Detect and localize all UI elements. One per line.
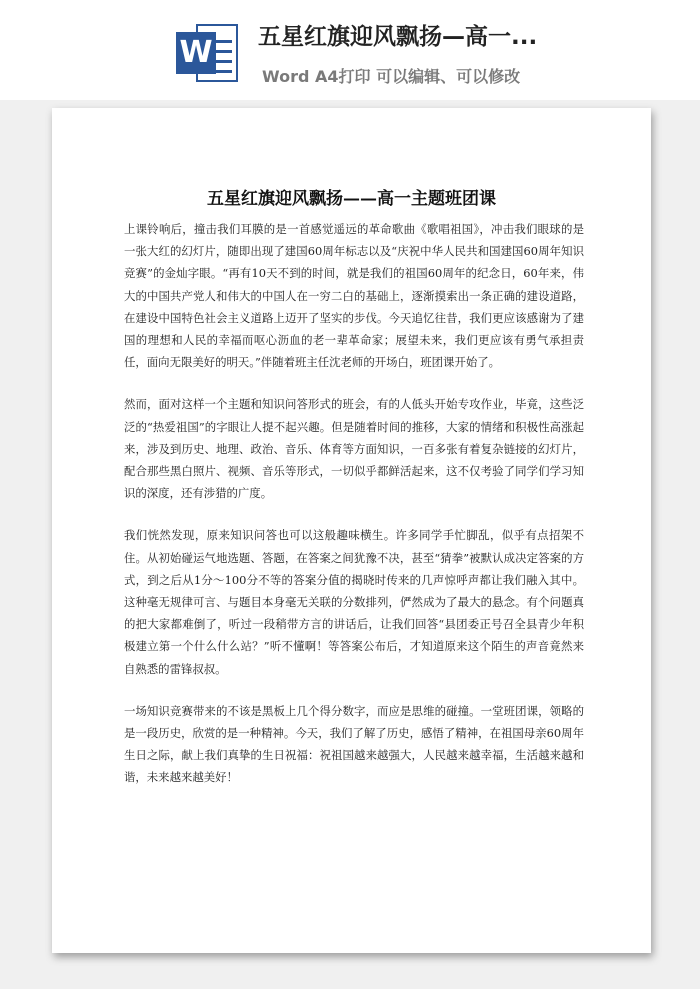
- word-icon: [174, 20, 240, 86]
- file-title: 五星红旗迎风飘扬—高一...: [258, 24, 538, 50]
- document-title: 五星红旗迎风飘扬——高一主题班团课: [207, 189, 496, 209]
- paragraph-3: 我们恍然发现，原来知识问答也可以这般趣味横生。许多同学手忙脚乱，似乎有点招架不住。从初始碰运气地选题、答题，在答案之间犹豫不决，甚至“猜拳”被默认成决定答案的方式，到之后从1分～100分不等的答案分值的揭晓时传来的几声惊呼声都让我们融入其中。这种毫无规律可言、与题目本身毫无关联的分数排列，俨然成为了最大的悬念。有个问题真的把大家都难倒了，听过一段稍带方言的讲话后，让我们回答“县团委正号召全县青少年积极建立第一个什么什么站？”听不懂啊！等答案公布后，才知道原来这个陌生的声音竟然来自熟悉的雷锋叔叔。: [124, 528, 584, 676]
- word-icon-letter: W: [176, 32, 216, 74]
- paragraph-4: 一场知识竞赛带来的不该是黑板上几个得分数字，而应是思维的碰撞。一堂班团课，领略的是一段历史，欣赏的是一种精神。今天，我们了解了历史，感悟了精神，在祖国母亲60周年生日之际，献上我们真挚的生日祝福：祝祖国越来越强大，人民越来越幸福，生活越来越和谐，未来越来越美好！: [124, 703, 584, 785]
- document-page: [52, 108, 651, 953]
- paragraph-2: 然而，面对这样一个主题和知识问答形式的班会，有的人低头开始专攻作业，毕竟，这些泛泛的“热爱祖国”的字眼让人提不起兴趣。但是随着时间的推移，大家的情绪和积极性高涨起来，涉及到历史、地理、政治、音乐、体育等方面知识，一百多张有着复杂链接的幻灯片，配合那些黑白照片、视频、音乐等形式，一切似乎都鲜活起来，这不仅考验了同学们学习知识的深度，还有涉猎的广度。: [124, 397, 584, 501]
- document-body: [124, 218, 584, 809]
- paragraph-1: 上课铃响后，撞击我们耳膜的是一首感觉遥远的革命歌曲《歌唱祖国》，冲击我们眼球的是一张大红的幻灯片，随即出现了建国60周年标志以及“庆祝中华人民共和国建国60周年知识竞赛”的金灿字眼。“再有10天不到的时间，就是我们的祖国60周年的纪念日，60年来，伟大的中国共产党人和伟大的中国人在一穷二白的基础上，逐渐摸索出一条正确的建设道路，在建设中国特色社会主义道路上迈开了坚实的步伐。今天追忆往昔，我们更应该感谢为了建国的理想和人民的幸福而呕心沥血的老一辈革命家；展望未来，我们更应该有勇气承担责任，面向无限美好的明天。”伴随着班主任沈老师的开场白，班团课开始了。: [124, 222, 584, 370]
- file-subtitle: Word A4打印 可以编辑、可以修改: [262, 67, 521, 86]
- document-header: [0, 0, 700, 100]
